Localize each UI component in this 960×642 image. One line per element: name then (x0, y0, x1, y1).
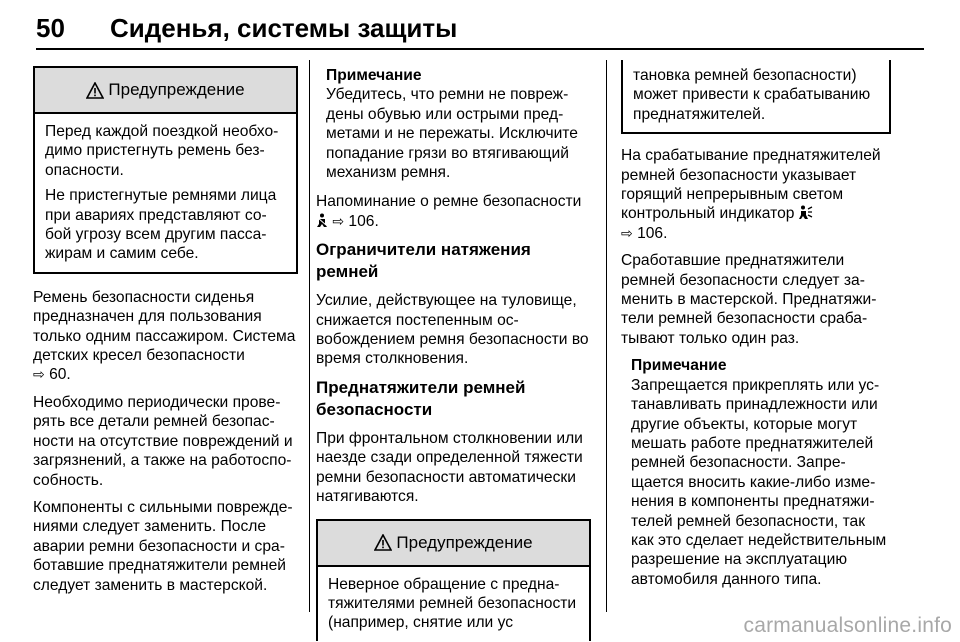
reference-arrow-icon: ⇨ (332, 212, 345, 229)
warning-box (316, 519, 591, 641)
warning-text: Неверное обращение с преднатяжителями ремней безопасности (например, снятие или ус (328, 575, 577, 632)
page-reference[interactable]: 106. (637, 224, 668, 242)
paragraph: При фронтальном столкновении или наезде сзади определенной тяжести ремни безопасности автоматически натягиваются. (316, 429, 583, 506)
column-3 (621, 60, 891, 599)
note-block (621, 356, 891, 589)
note-title: Примечание (326, 67, 422, 84)
paragraph: Необходимо периодически проверять все детали ремней безопасности на отсутствие повреждений и загрязнений, а также на работоспособность. (33, 393, 293, 489)
paragraph: Сработавшие преднатяжители ремней безопасности следует заменить в мастерской. Преднатяжители ремней безопасности срабатывают только один раз. (621, 252, 877, 347)
column-1 (33, 66, 298, 603)
warning-text: Перед каждой поездкой необходимо пристегнуть ремень безопасности. (45, 123, 279, 179)
section-heading: Ограничители натяжения ремней (316, 240, 531, 282)
column-divider-1 (309, 60, 310, 612)
paragraph: На срабатывание преднатяжителей ремней безопасности указывает горящий непрерывным светом контрольный индикатор ⇨ 106. (621, 147, 881, 242)
warning-header (318, 521, 589, 567)
paragraph: Ремень безопасности сиденья предназначен для пользования только одним пассажиром. Система детских кресел безопасности ⇨ 60. (33, 288, 296, 384)
note-text: Запрещается прикреплять или устанавливать принадлежности или другие объекты, которые могут мешать работе преднатяжителей ремней безопасности. Запрещается вносить какие-либо изменения в компоненты преднатяжителей ремней безопасности, так как это сделает недействительным разрешение на эксплуатацию автомобиля данного типа. (631, 376, 887, 588)
column-2 (316, 66, 591, 641)
airbag-pretensioner-icon (799, 205, 813, 220)
page-reference[interactable]: 60. (49, 366, 71, 384)
paragraph: Усилие, действующее на туловище, снижается постепенным освобождением ремня безопасности во время столкновения. (316, 292, 589, 368)
reference-arrow-icon: ⇨ (621, 224, 633, 241)
column-divider-2 (606, 60, 607, 612)
warning-header (35, 68, 296, 114)
warning-heading: Предупреждение (396, 532, 533, 552)
warning-box (33, 66, 298, 274)
warning-text: тановка ремней безопасности) может привести к срабатыванию преднатяжителей. (633, 67, 871, 123)
warning-heading: Предупреждение (108, 80, 245, 100)
watermark: carmanualsonline.info (743, 614, 952, 637)
header-rule (36, 48, 924, 50)
section-heading: Преднатяжители ремней безопасности (316, 377, 526, 419)
note-title: Примечание (631, 357, 727, 375)
paragraph: Компоненты с сильными повреждениями следует заменить. После аварии ремни безопасности и сработавшие преднатяжители ремней следует заменить в мастерской. (33, 498, 293, 594)
reference-arrow-icon: ⇨ (33, 366, 45, 383)
page-title: Сиденья, системы защиты (110, 13, 458, 43)
seatbelt-reminder-icon (316, 213, 328, 228)
warning-text: Не пристегнутые ремнями лица при авариях представляют собой угрозу всем другим пассажирам и самим себе. (45, 187, 277, 263)
page-reference[interactable]: 106. (348, 212, 379, 230)
note-block (316, 66, 591, 182)
paragraph: Напоминание о ремне безопасности ⇨ 106. (316, 193, 582, 230)
warning-triangle-icon (86, 82, 104, 99)
warning-triangle-icon (374, 534, 392, 551)
page-number: 50 (36, 13, 65, 43)
note-text: Убедитесь, что ремни не повреждены обувью или острыми предметами и не пережаты. Исключите попадание грязи во втягивающий механизм ремня. (326, 86, 578, 182)
warning-box-continued (621, 60, 891, 134)
